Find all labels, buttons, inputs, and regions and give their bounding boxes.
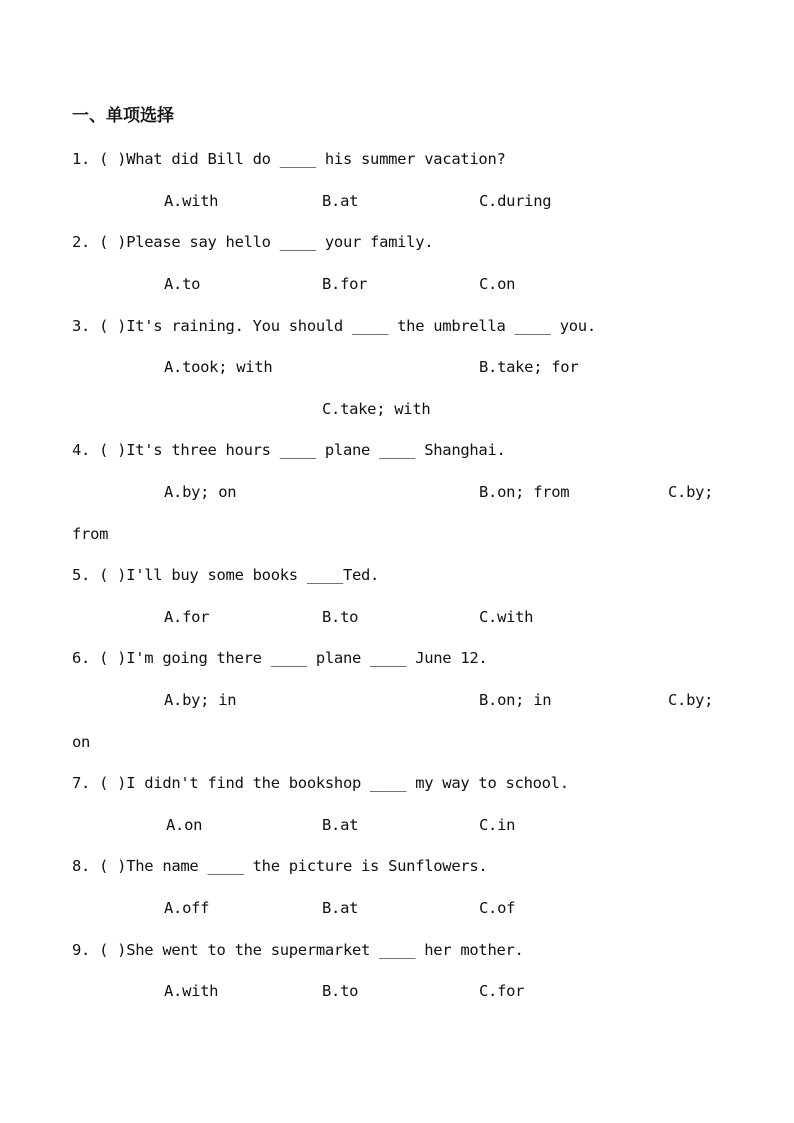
question-7-option-b: B.at <box>322 816 359 834</box>
question-6-option-c-continued: on <box>72 733 91 751</box>
question-4-option-a: A.by; on <box>164 483 237 501</box>
question-3-option-a: A.took; with <box>164 358 273 376</box>
question-9-option-a: A.with <box>164 982 219 1000</box>
question-7-option-a: A.on <box>166 816 203 834</box>
question-4-option-c: C.by; <box>668 483 714 501</box>
question-5-option-c: C.with <box>479 608 534 626</box>
question-5-option-b: B.to <box>322 608 359 626</box>
question-6-option-a: A.by; in <box>164 691 237 709</box>
question-6-option-c: C.by; <box>668 691 714 709</box>
question-1-option-b: B.at <box>322 192 359 210</box>
question-3-option-c: C.take; with <box>322 400 431 418</box>
question-9-option-c: C.for <box>479 982 525 1000</box>
question-6-stem: 6. ( )I'm going there ____ plane ____ June 12. <box>72 649 488 667</box>
question-4-option-c-continued: from <box>72 525 109 543</box>
question-3-option-b: B.take; for <box>479 358 579 376</box>
question-7-option-c: C.in <box>479 816 516 834</box>
question-4-stem: 4. ( )It's three hours ____ plane ____ Shanghai. <box>72 441 506 459</box>
question-4-option-b: B.on; from <box>479 483 570 501</box>
question-2-option-b: B.for <box>322 275 368 293</box>
question-1-stem: 1. ( )What did Bill do ____ his summer vacation? <box>72 150 506 168</box>
question-2-option-a: A.to <box>164 275 201 293</box>
question-7-stem: 7. ( )I didn't find the bookshop ____ my way to school. <box>72 774 569 792</box>
question-2-stem: 2. ( )Please say hello ____ your family. <box>72 233 434 251</box>
question-1-option-a: A.with <box>164 192 219 210</box>
question-5-stem: 5. ( )I'll buy some books ____Ted. <box>72 566 380 584</box>
question-9-option-b: B.to <box>322 982 359 1000</box>
question-8-option-a: A.off <box>164 899 210 917</box>
question-2-option-c: C.on <box>479 275 516 293</box>
question-8-stem: 8. ( )The name ____ the picture is Sunflowers. <box>72 857 488 875</box>
section-title: 一、单项选择 <box>72 106 174 126</box>
question-6-option-b: B.on; in <box>479 691 552 709</box>
question-9-stem: 9. ( )She went to the supermarket ____ her mother. <box>72 941 524 959</box>
question-5-option-a: A.for <box>164 608 210 626</box>
question-8-option-b: B.at <box>322 899 359 917</box>
question-1-option-c: C.during <box>479 192 552 210</box>
question-8-option-c: C.of <box>479 899 516 917</box>
question-3-stem: 3. ( )It's raining. You should ____ the umbrella ____ you. <box>72 317 596 335</box>
